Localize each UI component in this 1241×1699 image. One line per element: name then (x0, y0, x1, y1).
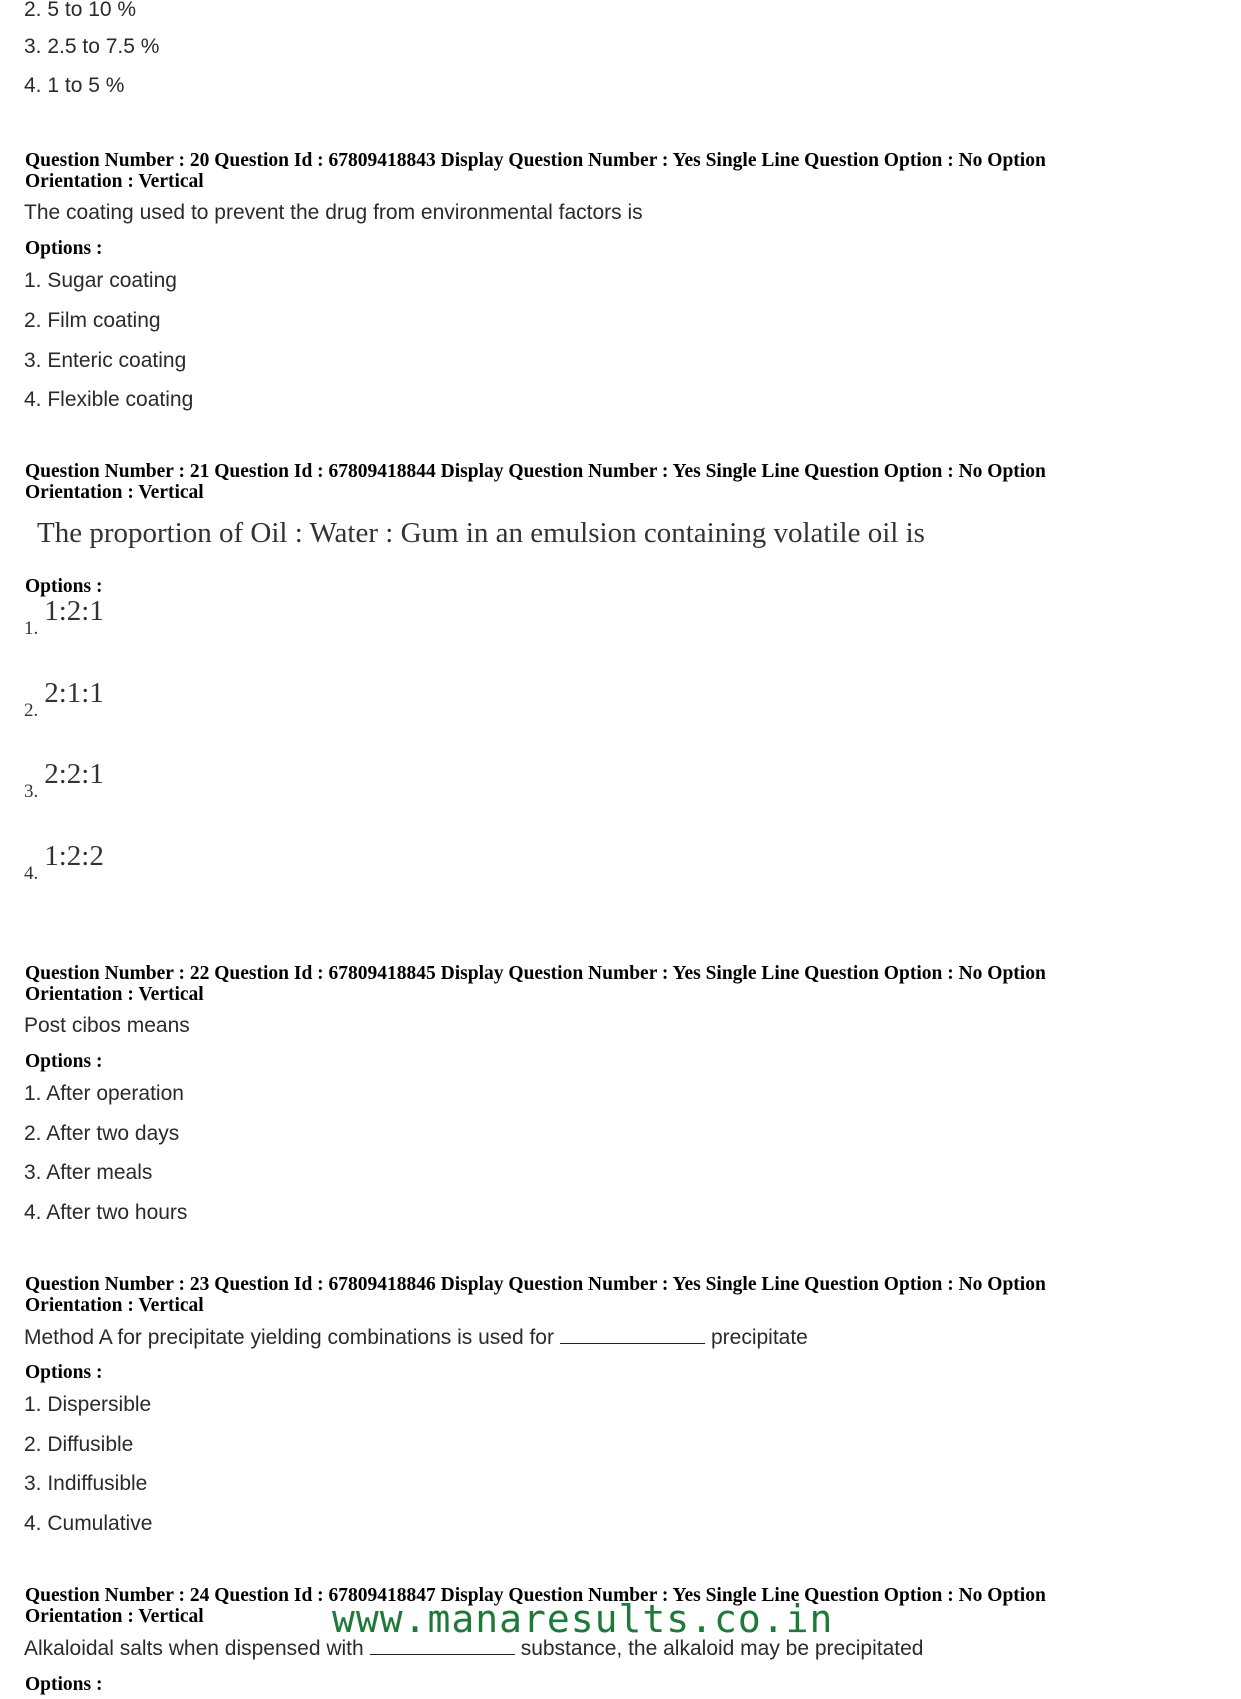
option-value: 1:2:1 (44, 595, 104, 627)
option-2: 2. 5 to 10 % (24, 0, 137, 21)
question-23-option-4: 4. Cumulative (24, 1512, 153, 1535)
option-3: 3. 2.5 to 7.5 % (24, 35, 160, 58)
question-23-text (24, 1325, 808, 1350)
question-22-meta (25, 963, 1225, 1005)
question-21-option-4 (24, 840, 104, 885)
question-21-text: The proportion of Oil : Water : Gum in an emulsion containing volatile oil is (37, 517, 925, 549)
option-number: 4. (24, 863, 39, 884)
question-23-meta-line1: Question Number : 23 Question Id : 67809418846 Display Question Number : Yes Single Line Question Option : No Option (25, 1274, 1046, 1295)
question-22-option-3: 3. After meals (24, 1161, 153, 1184)
question-23-text-after: precipitate (710, 1326, 808, 1349)
question-22-options-label: Options : (25, 1051, 103, 1072)
question-20-option-1: 1. Sugar coating (24, 269, 177, 292)
question-21-option-1 (24, 595, 104, 640)
question-21-option-2 (24, 677, 104, 722)
question-21-options-label: Options : (25, 576, 103, 597)
question-20-meta (25, 150, 1225, 192)
question-23-option-3: 3. Indiffusible (24, 1472, 148, 1495)
question-20-meta-line2: Orientation : Vertical (25, 171, 204, 192)
option-4: 4. 1 to 5 % (24, 74, 125, 97)
question-23-option-2: 2. Diffusible (24, 1433, 134, 1456)
question-24-options-label: Options : (25, 1674, 103, 1695)
question-21-meta (25, 461, 1225, 503)
question-24-text-before: Alkaloidal salts when dispensed with (24, 1637, 364, 1660)
question-22-option-1: 1. After operation (24, 1082, 184, 1105)
question-23-text-before: Method A for precipitate yielding combinations is used for (24, 1326, 554, 1349)
option-value: 1:2:2 (44, 840, 104, 872)
option-number: 2. (24, 700, 39, 721)
question-21-meta-line2: Orientation : Vertical (25, 482, 204, 503)
question-20-option-4: 4. Flexible coating (24, 388, 194, 411)
question-24-meta-line1: Question Number : 24 Question Id : 67809418847 Display Question Number : Yes Single Line Question Option : No Option (25, 1585, 1046, 1606)
question-21-option-3 (24, 758, 104, 803)
question-21-meta-line1: Question Number : 21 Question Id : 67809418844 Display Question Number : Yes Single Line Question Option : No Option (25, 461, 1046, 482)
fill-blank (560, 1325, 705, 1344)
question-23-meta (25, 1274, 1225, 1316)
question-22-meta-line1: Question Number : 22 Question Id : 67809418845 Display Question Number : Yes Single Line Question Option : No Option (25, 963, 1046, 984)
watermark-url: www.manaresults.co.in (332, 1597, 834, 1641)
option-value: 2:1:1 (44, 677, 104, 709)
question-20-meta-line1: Question Number : 20 Question Id : 67809418843 Display Question Number : Yes Single Line Question Option : No Option (25, 150, 1046, 171)
question-24-text-after: substance, the alkaloid may be precipitated (520, 1637, 924, 1660)
question-22-option-4: 4. After two hours (24, 1201, 188, 1224)
option-value: 2:2:1 (44, 758, 104, 790)
question-20-text: The coating used to prevent the drug from environmental factors is (24, 201, 643, 224)
question-23-option-1: 1. Dispersible (24, 1393, 152, 1416)
question-22-meta-line2: Orientation : Vertical (25, 984, 204, 1005)
question-20-option-3: 3. Enteric coating (24, 349, 187, 372)
question-20-option-2: 2. Film coating (24, 309, 161, 332)
question-23-options-label: Options : (25, 1362, 103, 1383)
option-number: 3. (24, 781, 39, 802)
question-22-text: Post cibos means (24, 1014, 190, 1037)
question-24-meta-line2: Orientation : Vertical (25, 1606, 204, 1627)
question-22-option-2: 2. After two days (24, 1122, 180, 1145)
question-23-meta-line2: Orientation : Vertical (25, 1295, 204, 1316)
question-20-options-label: Options : (25, 238, 103, 259)
option-number: 1. (24, 618, 39, 639)
